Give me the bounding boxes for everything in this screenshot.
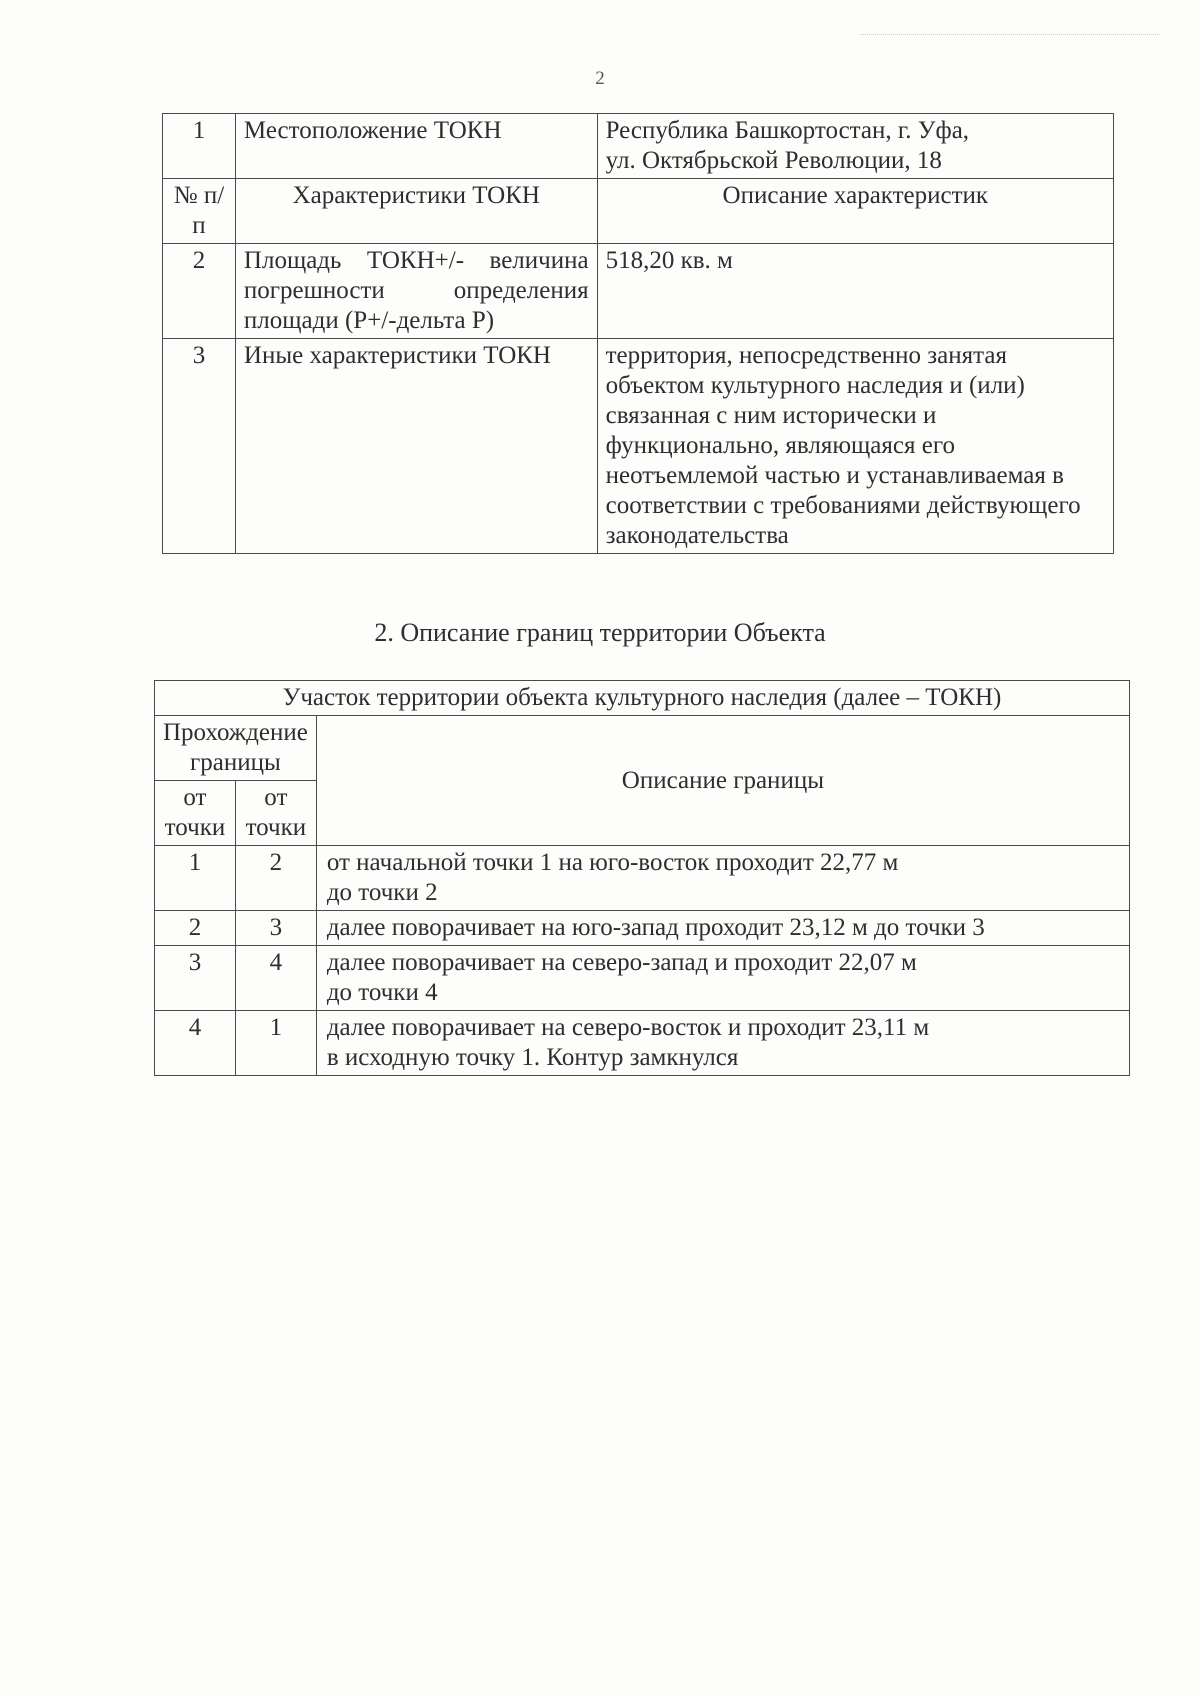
boundary-description: [316, 846, 1129, 911]
area-label: Площадь ТОКН+/- величина погрешности определения площади (Р+/-дельта Р): [235, 244, 597, 339]
row-number: 2: [163, 244, 236, 339]
scan-artifact-line: [860, 34, 1160, 36]
other-characteristics-label: Иные характеристики ТОКН: [235, 339, 597, 554]
to-point: 3: [235, 911, 316, 946]
row-number: 3: [163, 339, 236, 554]
header-from-point: от точки: [155, 781, 236, 846]
boundary-description-line2: до точки 2: [326, 879, 438, 906]
boundary-description: [316, 946, 1129, 1011]
location-value-line1: Республика Башкортостан, г. Уфа,: [605, 117, 970, 144]
table-row: [155, 911, 1130, 946]
table-row: [155, 1011, 1130, 1076]
location-value: [597, 114, 1113, 179]
boundary-description-line1: далее поворачивает на северо-запад и проходит 22,07 м: [326, 949, 917, 976]
from-point: 4: [155, 1011, 236, 1076]
header-characteristics: Характеристики ТОКН: [235, 179, 597, 244]
boundary-description-line1: от начальной точки 1 на юго-восток проходит 22,77 м: [326, 849, 899, 876]
boundary-description: [316, 1011, 1129, 1076]
location-label: Местоположение ТОКН: [235, 114, 597, 179]
from-point: 1: [155, 846, 236, 911]
from-point: 3: [155, 946, 236, 1011]
table-row: [163, 244, 1114, 339]
table-row: [163, 114, 1114, 179]
boundary-description: [316, 911, 1129, 946]
header-number: № п/п: [163, 179, 236, 244]
from-point: 2: [155, 911, 236, 946]
boundary-description-line2: в исходную точку 1. Контур замкнулся: [326, 1044, 739, 1071]
boundary-description-line2: до точки 4: [326, 979, 438, 1006]
boundary-table-caption: Участок территории объекта культурного наследия (далее – ТОКН): [155, 681, 1130, 716]
boundary-table: [154, 680, 1130, 1076]
table-caption-row: [155, 681, 1130, 716]
table-row: [163, 339, 1114, 554]
row-number: 1: [163, 114, 236, 179]
to-point: 2: [235, 846, 316, 911]
header-to-point: от точки: [235, 781, 316, 846]
boundary-description-line1: далее поворачивает на юго-запад проходит 23,12 м до точки 3: [326, 914, 985, 941]
header-boundary-description: Описание границы: [316, 716, 1129, 846]
other-characteristics-value: территория, непосредственно занятая объектом культурного наследия и (или) связанная с ним исторически и функционально, являющаяся его неотъемлемой частью и устанавливаемая в соответствии с требованиями действующего законодательства: [597, 339, 1113, 554]
header-description: Описание характеристик: [597, 179, 1113, 244]
section-title: 2. Описание границ территории Объекта: [374, 618, 826, 647]
table-row: [155, 846, 1130, 911]
boundary-description-line1: далее поворачивает на северо-восток и проходит 23,11 м: [326, 1014, 930, 1041]
table-row: [155, 946, 1130, 1011]
location-value-line2: ул. Октябрьской Революции, 18: [605, 147, 942, 174]
page-number: 2: [595, 68, 605, 89]
table-header-row: [163, 179, 1114, 244]
header-passage: Прохождение границы: [155, 716, 317, 781]
to-point: 4: [235, 946, 316, 1011]
table-header-row: [155, 716, 1130, 781]
area-value: 518,20 кв. м: [597, 244, 1113, 339]
characteristics-table: [162, 113, 1114, 554]
to-point: 1: [235, 1011, 316, 1076]
